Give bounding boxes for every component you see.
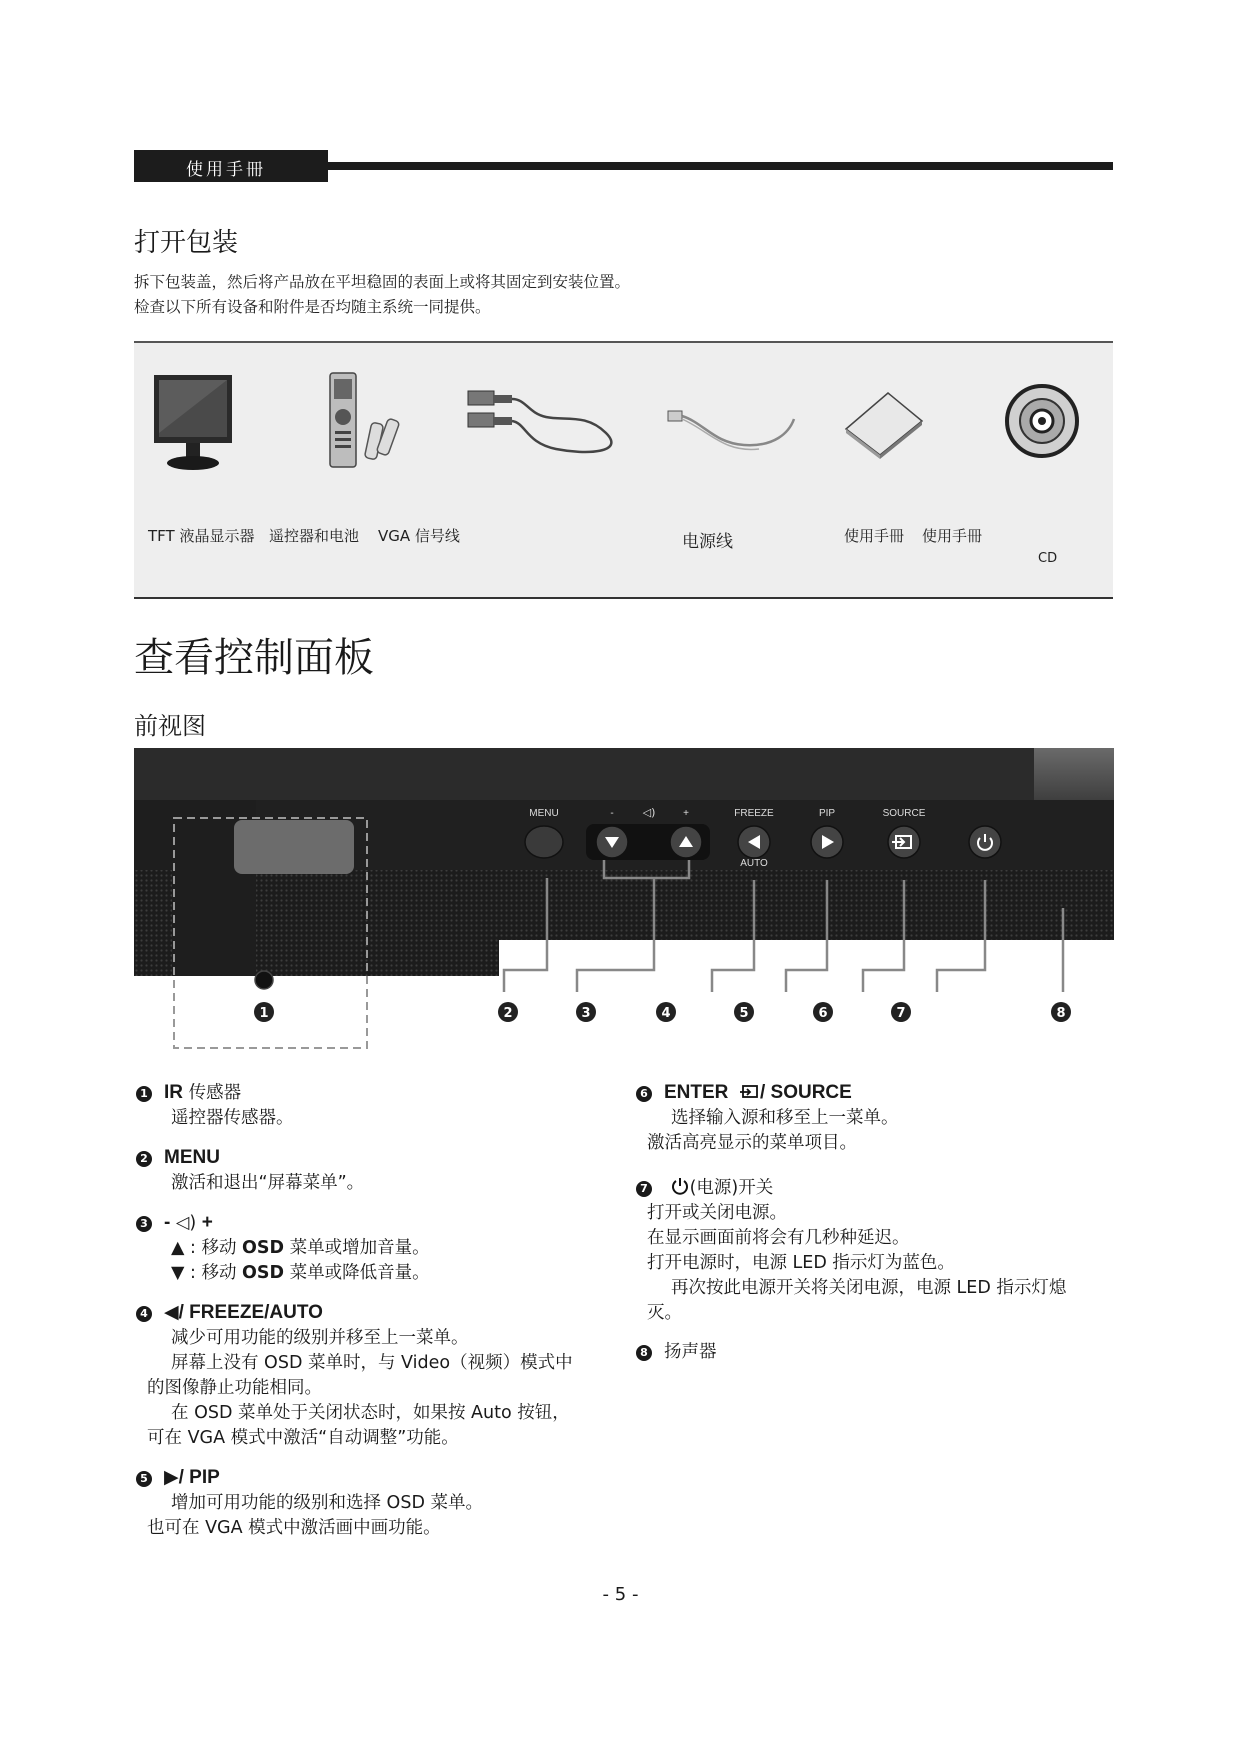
legend-text-6-1: 选择输入源和移至上一菜单。 bbox=[671, 1108, 899, 1128]
cd-icon bbox=[1004, 383, 1080, 459]
callout-3: 3 bbox=[581, 1006, 591, 1021]
intro-line-2: 检查以下所有设备和附件是否均随主系统一同提供。 bbox=[134, 298, 491, 316]
package-label-manual-2: 使用手冊 bbox=[922, 527, 983, 545]
legend-title-3b: + bbox=[201, 1212, 213, 1233]
legend-text-7-1: 打开或关闭电源。 bbox=[647, 1203, 787, 1223]
callout-numbers bbox=[254, 1002, 1071, 1022]
power-icon bbox=[670, 1176, 690, 1196]
package-label-vga: VGA 信号线 bbox=[378, 527, 460, 545]
legend-title-2: MENU bbox=[164, 1147, 220, 1168]
control-panel-title: 查看控制面板 bbox=[134, 635, 374, 681]
package-contents-panel bbox=[134, 341, 1113, 599]
user-manual-icon bbox=[842, 389, 926, 459]
legend-text-4-1: 减少可用功能的级别并移至上一菜单。 bbox=[171, 1328, 469, 1348]
legend-text-2: 激活和退出“屏幕菜单”。 bbox=[171, 1173, 365, 1193]
monitor-icon bbox=[152, 373, 234, 473]
unpack-title: 打开包装 bbox=[134, 228, 239, 258]
callout-8: 8 bbox=[1056, 1006, 1066, 1021]
speaker-icon: ◁) bbox=[175, 1213, 197, 1233]
package-label-cd: CD bbox=[1038, 551, 1058, 566]
speaker-label-icon: ◁) bbox=[642, 806, 656, 819]
package-label-power-cord: 电源线 bbox=[682, 532, 733, 552]
menu-button[interactable] bbox=[525, 826, 563, 858]
legend-text-7-3: 打开电源时，电源 LED 指示灯为蓝色。 bbox=[647, 1253, 955, 1273]
legend-text-5-1: 增加可用功能的级别和选择 OSD 菜单。 bbox=[171, 1493, 483, 1513]
source-label: SOURCE bbox=[882, 808, 926, 819]
legend-title-7: (电源)开关 bbox=[689, 1178, 774, 1198]
callout-2: 2 bbox=[503, 1006, 513, 1021]
header-rule bbox=[328, 162, 1113, 170]
legend-text-7-5: 灭。 bbox=[647, 1303, 682, 1323]
legend-title-3a: - bbox=[164, 1212, 171, 1233]
legend-num-1: 1 bbox=[136, 1086, 152, 1102]
legend-num-4: 4 bbox=[136, 1306, 152, 1322]
callout-7: 7 bbox=[896, 1006, 906, 1021]
page-number: - 5 - bbox=[602, 1584, 639, 1605]
legend-item-2 bbox=[136, 1145, 606, 1196]
legend-item-1 bbox=[136, 1080, 606, 1131]
speaker-grille bbox=[134, 870, 1114, 976]
pip-label: PIP bbox=[818, 808, 836, 819]
legend-title-8: 扬声器 bbox=[664, 1342, 717, 1362]
callout-5: 5 bbox=[739, 1006, 749, 1021]
legend-item-3 bbox=[136, 1210, 606, 1286]
auto-label: AUTO bbox=[740, 858, 768, 869]
header-label: 使用手冊 bbox=[186, 160, 266, 180]
legend-item-6 bbox=[636, 1080, 1116, 1156]
legend-title-1: IR bbox=[164, 1082, 183, 1103]
ir-sensor bbox=[255, 971, 273, 989]
remote-control-icon bbox=[326, 371, 406, 471]
vol-minus-label: - bbox=[610, 808, 614, 819]
legend-item-5 bbox=[136, 1465, 606, 1541]
legend-title-4: ◀/ FREEZE/AUTO bbox=[164, 1302, 323, 1323]
power-cord-icon bbox=[664, 383, 804, 458]
legend-num-2: 2 bbox=[136, 1151, 152, 1167]
legend-text-3-up: ▲ : 移动 OSD 菜单或增加音量。 bbox=[171, 1238, 430, 1258]
legend-text-3-down: ▼ : 移动 OSD 菜单或降低音量。 bbox=[171, 1263, 430, 1283]
callout-4: 4 bbox=[661, 1006, 671, 1021]
front-view-title: 前视图 bbox=[134, 712, 206, 740]
freeze-label: FREEZE bbox=[734, 808, 774, 819]
legend-num-3: 3 bbox=[136, 1216, 152, 1232]
legend-title-6a: ENTER bbox=[664, 1082, 729, 1103]
legend-text-4-4: 在 OSD 菜单处于关闭状态时，如果按 Auto 按钮， bbox=[171, 1403, 570, 1423]
callout-1: 1 bbox=[259, 1006, 269, 1021]
legend-left bbox=[136, 1080, 606, 1555]
package-label-monitor: TFT 液晶显示器 bbox=[148, 527, 255, 545]
legend-title-6b: / SOURCE bbox=[759, 1082, 852, 1103]
legend-title-5: ▶/ PIP bbox=[164, 1467, 220, 1488]
legend-text-7-2: 在显示画面前将会有几秒种延迟。 bbox=[647, 1228, 910, 1248]
vol-plus-label: + bbox=[683, 808, 689, 819]
vga-cable-icon bbox=[466, 383, 616, 458]
menu-label: MENU bbox=[529, 808, 559, 819]
legend-text-4-5: 可在 VGA 模式中激活“自动调整”功能。 bbox=[147, 1428, 459, 1448]
legend-title-1-suffix: 传感器 bbox=[188, 1083, 242, 1103]
package-label-manual-1: 使用手冊 bbox=[844, 527, 905, 545]
enter-source-icon bbox=[738, 1084, 760, 1100]
ir-window bbox=[234, 820, 354, 874]
legend-item-4 bbox=[136, 1300, 606, 1451]
legend-item-8 bbox=[636, 1340, 1116, 1365]
legend-text-5-2: 也可在 VGA 模式中激活画中画功能。 bbox=[147, 1518, 441, 1538]
intro-line-1: 拆下包装盖，然后将产品放在平坦稳固的表面上或将其固定到安装位置。 bbox=[134, 273, 631, 291]
legend-num-6: 6 bbox=[636, 1086, 652, 1102]
legend-text-1: 遥控器传感器。 bbox=[171, 1108, 294, 1128]
legend-item-7 bbox=[636, 1176, 1116, 1326]
legend-num-7: 7 bbox=[636, 1181, 652, 1197]
legend-right bbox=[636, 1080, 1116, 1379]
callout-6: 6 bbox=[818, 1006, 828, 1021]
legend-text-7-4: 再次按此电源开关将关闭电源，电源 LED 指示灯熄 bbox=[671, 1278, 1067, 1298]
legend-text-6-2: 激活高亮显示的菜单项目。 bbox=[647, 1133, 857, 1153]
front-panel-diagram bbox=[134, 748, 1114, 1058]
package-label-remote: 遥控器和电池 bbox=[269, 527, 360, 545]
unpack-intro bbox=[134, 270, 630, 320]
legend-num-5: 5 bbox=[136, 1471, 152, 1487]
legend-text-4-2: 屏幕上没有 OSD 菜单时，与 Video（视频）模式中 bbox=[171, 1353, 573, 1373]
legend-num-8: 8 bbox=[636, 1345, 652, 1361]
legend-text-4-3: 的图像静止功能相同。 bbox=[147, 1378, 322, 1398]
